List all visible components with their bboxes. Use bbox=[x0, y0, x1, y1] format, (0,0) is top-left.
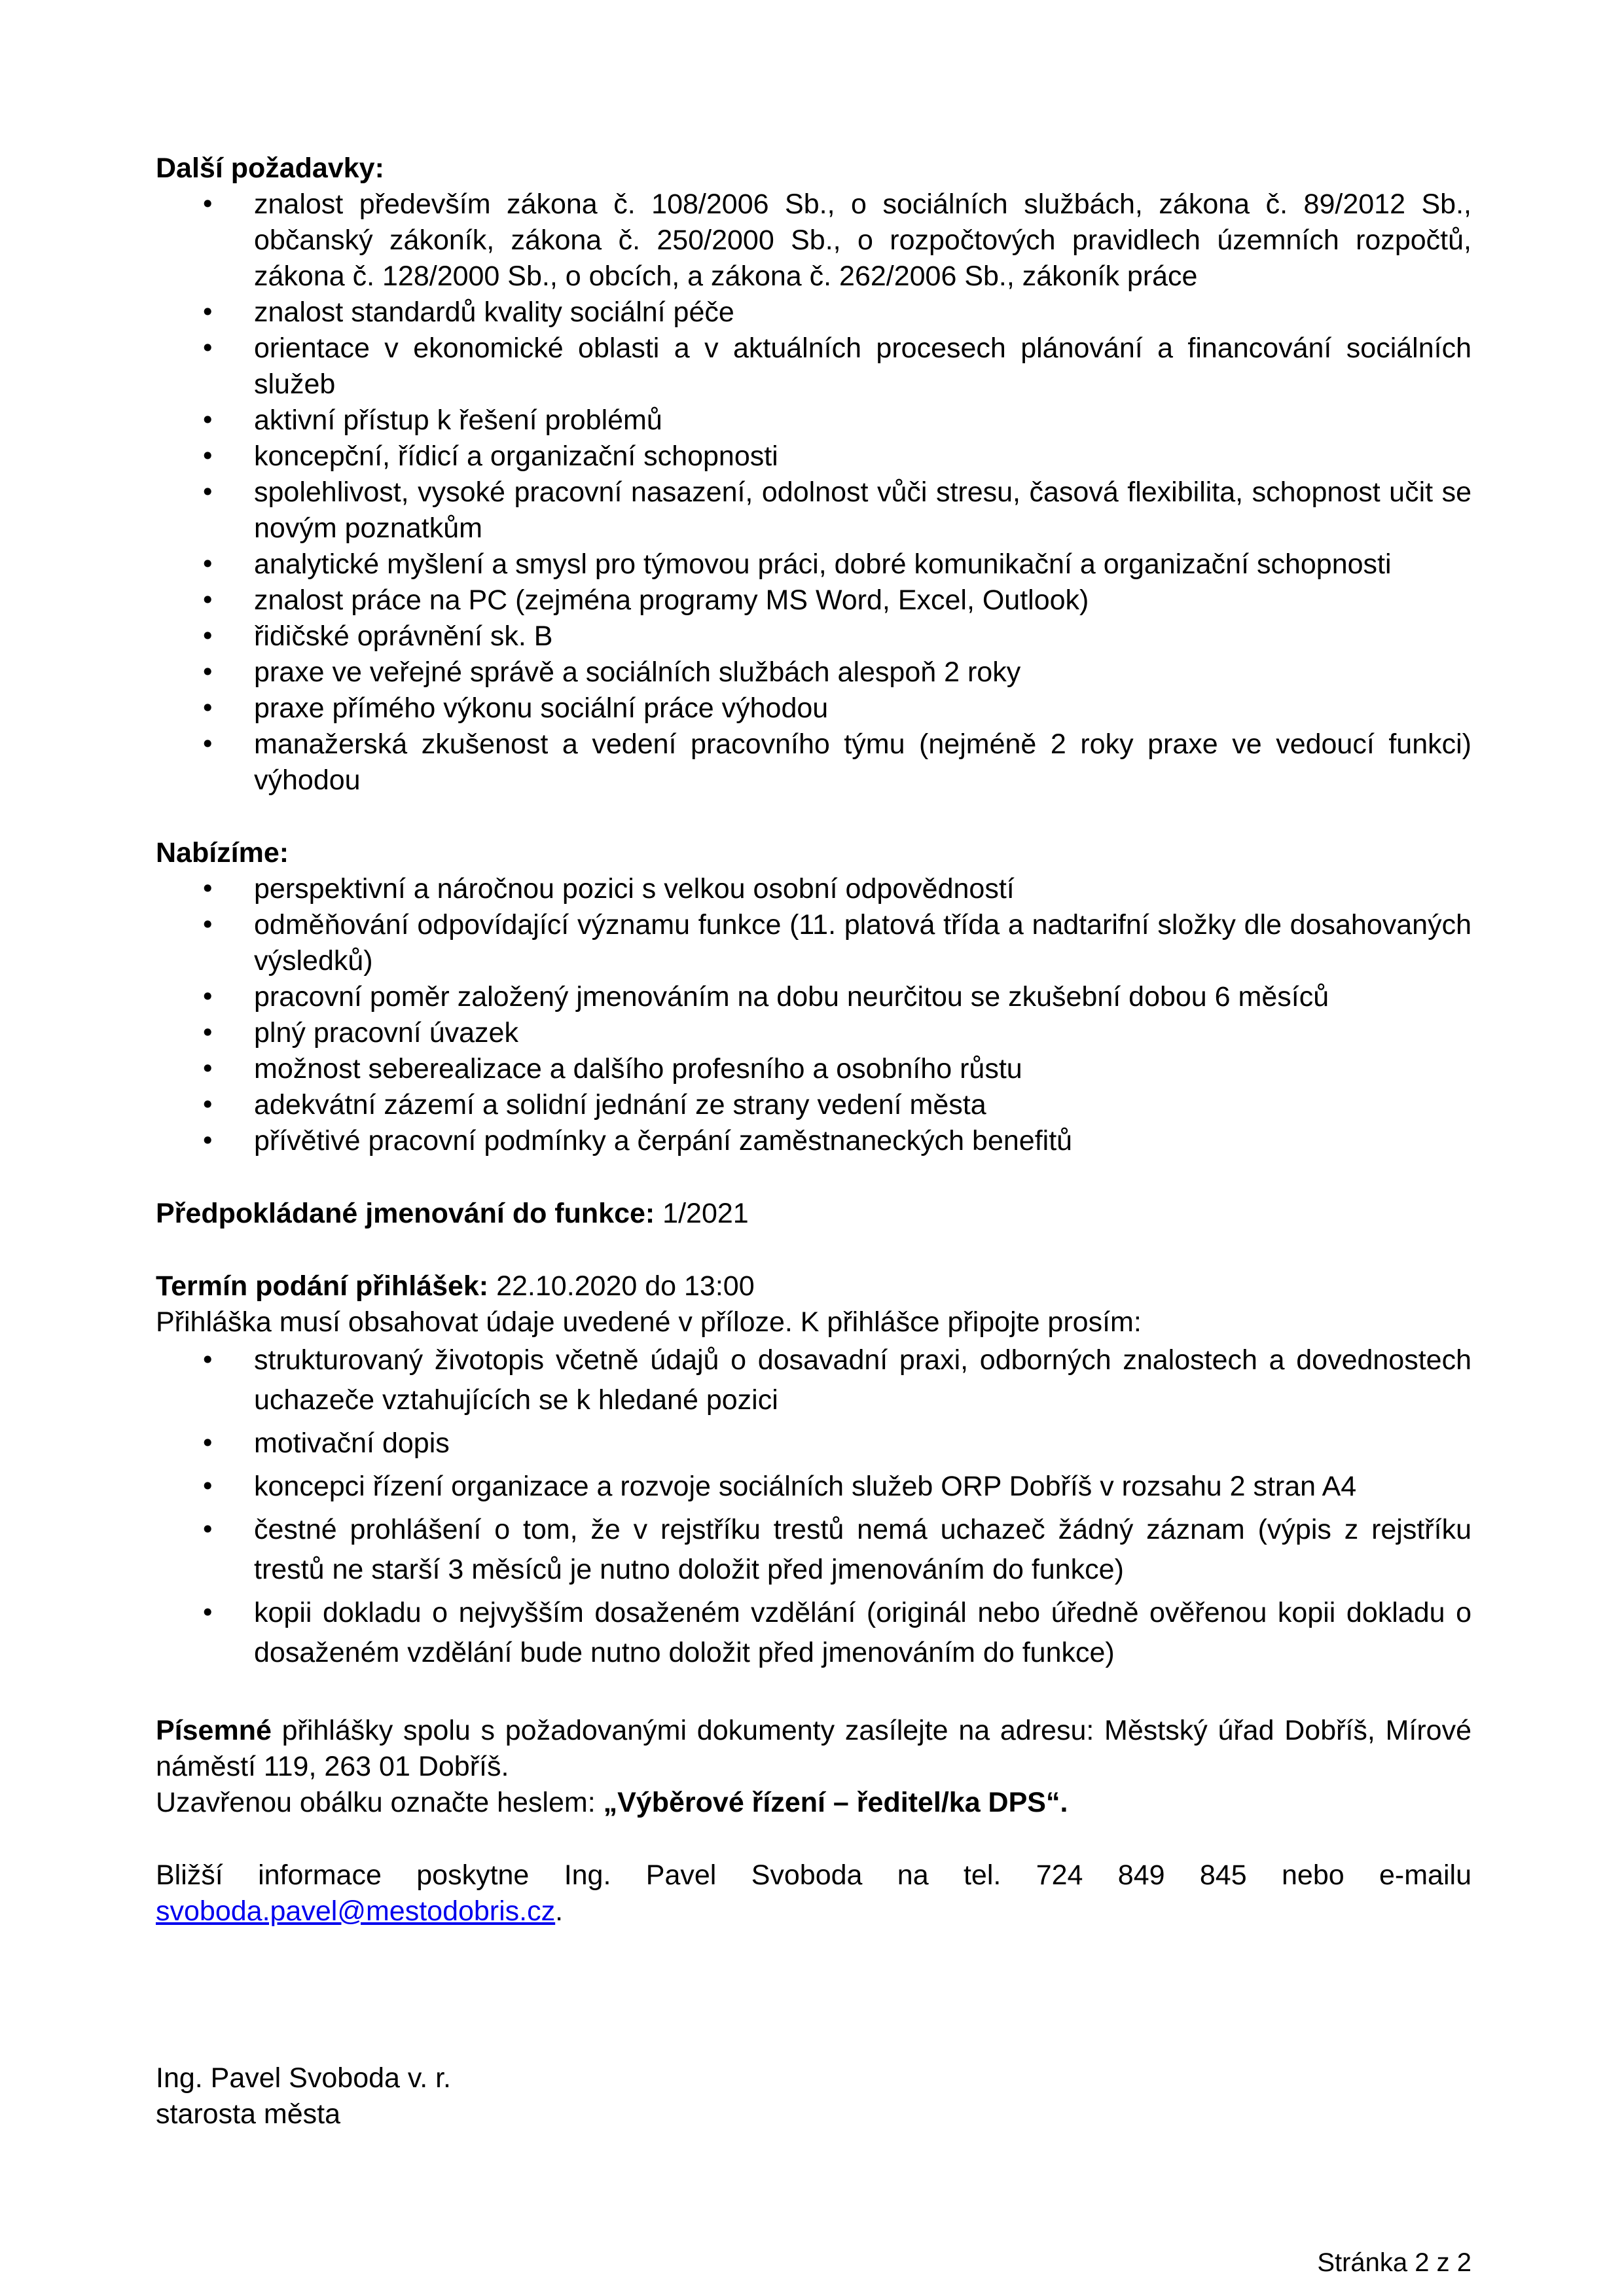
spacer bbox=[156, 798, 1471, 835]
list-item: • adekvátní zázemí a solidní jednání ze strany vedení města bbox=[156, 1087, 1471, 1123]
appointment-label: Předpokládané jmenování do funkce: bbox=[156, 1198, 655, 1229]
contact-suffix: . bbox=[555, 1895, 564, 1927]
list-item: • aktivní přístup k řešení problémů bbox=[156, 403, 1471, 439]
appointment-line bbox=[156, 1196, 1471, 1232]
list-item: • praxe ve veřejné správě a sociálních službách alespoň 2 roky bbox=[156, 655, 1471, 691]
contact-email-link[interactable]: svoboda.pavel@mestodobris.cz bbox=[156, 1895, 556, 1927]
list-item: • koncepci řízení organizace a rozvoje sociálních služeb ORP Dobříš v rozsahu 2 stran A4 bbox=[156, 1467, 1471, 1507]
appointment-value: 1/2021 bbox=[655, 1198, 749, 1229]
document-content bbox=[156, 151, 1471, 2132]
list-item: • kopii dokladu o nejvyšším dosaženém vzdělání (originál nebo úředně ověřenou kopii dokladu o dosaženém vzdělání bude nutno doložit před jmenováním do funkce) bbox=[156, 1593, 1471, 1673]
spacer bbox=[156, 1232, 1471, 1268]
list-item: • motivační dopis bbox=[156, 1424, 1471, 1463]
page-number: Stránka 2 z 2 bbox=[1317, 2248, 1471, 2277]
envelope-keyword: „Výběrové řízení – ředitel/ka DPS“ bbox=[603, 1787, 1060, 1818]
list-item: • plný pracovní úvazek bbox=[156, 1015, 1471, 1051]
submission-text: přihlášky spolu s požadovanými dokumenty zasílejte na adresu: Městský úřad Dobříš, Mírové náměstí 119, 263 01 Dobříš. bbox=[156, 1715, 1471, 1782]
envelope-prefix: Uzavřenou obálku označte heslem: bbox=[156, 1787, 604, 1818]
list-item: • možnost seberealizace a dalšího profesního a osobního růstu bbox=[156, 1051, 1471, 1087]
list-item: • praxe přímého výkonu sociální práce výhodou bbox=[156, 691, 1471, 726]
deadline-line bbox=[156, 1268, 1471, 1304]
deadline-label: Termín podání přihlášek: bbox=[156, 1270, 489, 1302]
list-item: • čestné prohlášení o tom, že v rejstříku trestů nemá uchazeč žádný záznam (výpis z rejstříku trestů ne starší 3 měsíců je nutno doložit před jmenováním do funkce) bbox=[156, 1510, 1471, 1590]
list-item: • znalost standardů kvality sociální péče bbox=[156, 295, 1471, 331]
list-item: • přívětivé pracovní podmínky a čerpání zaměstnaneckých benefitů bbox=[156, 1123, 1471, 1159]
spacer bbox=[156, 1929, 1471, 2060]
list-item: • znalost především zákona č. 108/2006 Sb., o sociálních službách, zákona č. 89/2012 Sb., občanský zákoník, zákona č. 250/2000 Sb., o rozpočtových pravidlech územních rozpočtů, zákona č. 128/2000 Sb., o obcích, a zákona č. 262/2006 Sb., zákoník práce bbox=[156, 187, 1471, 295]
submission-bold-word: Písemné bbox=[156, 1715, 272, 1746]
spacer bbox=[156, 1159, 1471, 1196]
spacer bbox=[156, 1676, 1471, 1713]
list-item: • perspektivní a náročnou pozici s velkou osobní odpovědností bbox=[156, 871, 1471, 907]
envelope-suffix: . bbox=[1060, 1787, 1068, 1818]
contact-text: Bližší informace poskytne Ing. Pavel Svoboda na tel. 724 849 845 nebo e-mailu bbox=[156, 1859, 1471, 1891]
contact-paragraph bbox=[156, 1857, 1471, 1929]
deadline-value: 22.10.2020 do 13:00 bbox=[488, 1270, 755, 1302]
signature-name: Ing. Pavel Svoboda v. r. bbox=[156, 2062, 451, 2094]
list-item: • spolehlivost, vysoké pracovní nasazení, odolnost vůči stresu, časová flexibilita, schopnost učit se novým poznatkům bbox=[156, 475, 1471, 547]
list-item: • řidičské oprávnění sk. B bbox=[156, 619, 1471, 655]
offer-heading: Nabízíme: bbox=[156, 837, 289, 869]
spacer bbox=[156, 1821, 1471, 1857]
list-item: • pracovní poměr založený jmenováním na dobu neurčitou se zkušební dobou 6 měsíců bbox=[156, 979, 1471, 1015]
list-item: • strukturovaný životopis včetně údajů o dosavadní praxi, odborných znalostech a dovednostech uchazeče vztahujících se k hledané pozici bbox=[156, 1340, 1471, 1420]
requirements-heading: Další požadavky: bbox=[156, 152, 384, 184]
list-item: • koncepční, řídicí a organizační schopnosti bbox=[156, 439, 1471, 475]
submission-paragraph bbox=[156, 1713, 1471, 1785]
attachments-list bbox=[156, 1340, 1471, 1673]
list-item: • manažerská zkušenost a vedení pracovního týmu (nejméně 2 roky praxe ve vedoucí funkci) výhodou bbox=[156, 726, 1471, 798]
list-item: • orientace v ekonomické oblasti a v aktuálních procesech plánování a financování sociálních služeb bbox=[156, 331, 1471, 403]
list-item: • analytické myšlení a smysl pro týmovou práci, dobré komunikační a organizační schopnosti bbox=[156, 547, 1471, 583]
list-item: • odměňování odpovídající významu funkce (11. platová třída a nadtarifní složky dle dosahovaných výsledků) bbox=[156, 907, 1471, 979]
envelope-line bbox=[156, 1785, 1471, 1821]
list-item: • znalost práce na PC (zejména programy MS Word, Excel, Outlook) bbox=[156, 583, 1471, 619]
requirements-list bbox=[156, 187, 1471, 798]
offer-list bbox=[156, 871, 1471, 1159]
deadline-intro: Přihláška musí obsahovat údaje uvedené v příloze. K přihlášce připojte prosím: bbox=[156, 1306, 1142, 1338]
signature-title: starosta města bbox=[156, 2098, 340, 2130]
